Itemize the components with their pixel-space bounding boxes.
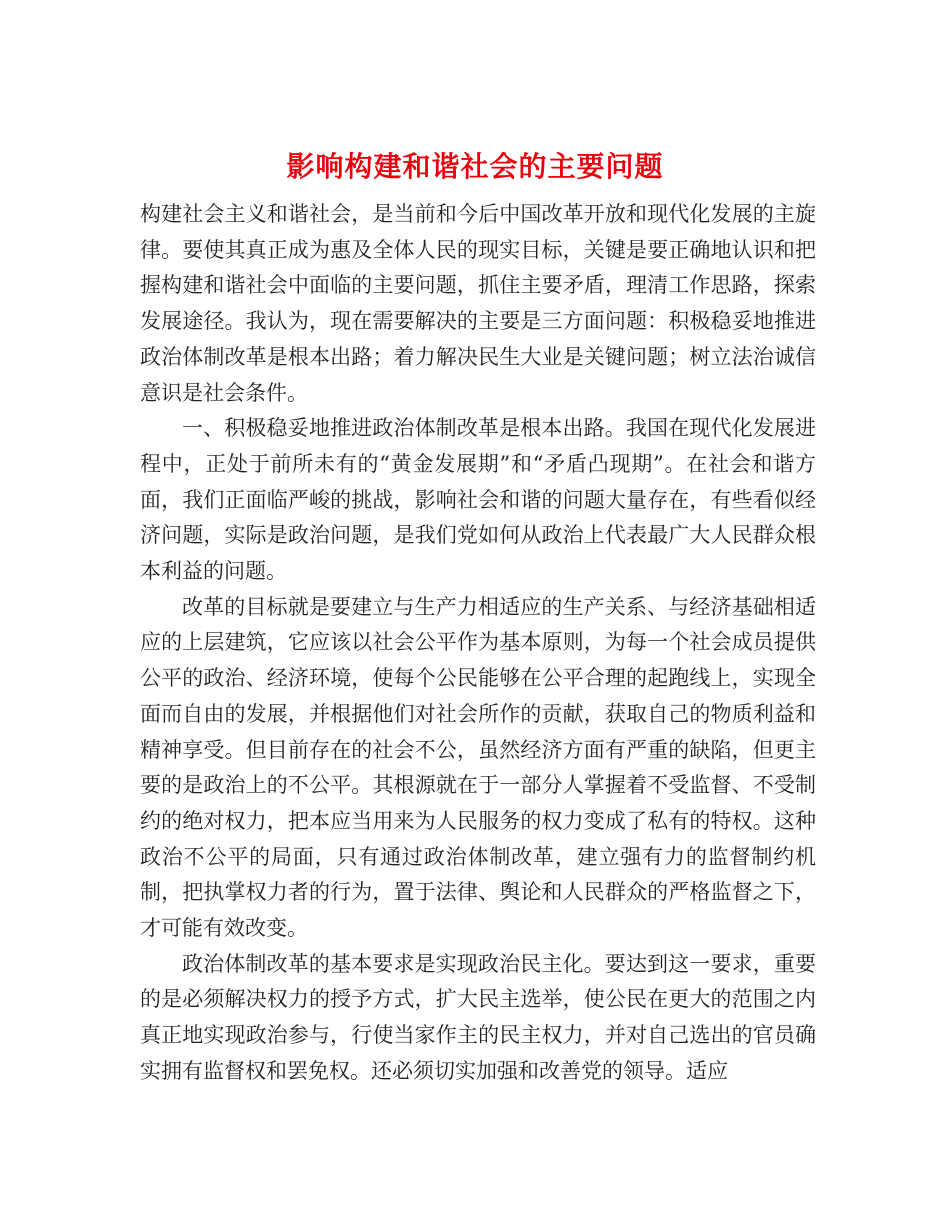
document-body <box>140 197 816 1090</box>
paragraph-section-one: 一、积极稳妥地推进政治体制改革是根本出路。我国在现代化发展进程中，正处于前所未有的“黄金发展期”和“矛盾凸现期”。在社会和谐方面，我们正面临严峻的挑战，影响社会和谐的问题大量存在，有些看似经济问题，实际是政治问题，是我们党如何从政治上代表最广大人民群众根本利益的问题。 <box>140 416 816 584</box>
paragraph-political-reform: 政治体制改革的基本要求是实现政治民主化。要达到这一要求，重要的是必须解决权力的授予方式，扩大民主选举，使公民在更大的范围之内真正地实现政治参与，行使当家作主的民主权力，并对自己选出的官员确实拥有监督权和罢免权。还必须切实加强和改善党的领导。适应 <box>140 951 816 1083</box>
paragraph-reform-goal: 改革的目标就是要建立与生产力相适应的生产关系、与经济基础相适应的上层建筑，它应该以社会公平作为基本原则，为每一个社会成员提供公平的政治、经济环境，使每个公民能够在公平合理的起跑线上，实现全面而自由的发展，并根据他们对社会所作的贡献，获取自己的物质利益和精神享受。但目前存在的社会不公，虽然经济方面有严重的缺陷，但更主要的是政治上的不公平。其根源就在于一部分人掌握着不受监督、不受制约的绝对权力，把本应当用来为人民服务的权力变成了私有的特权。这种政治不公平的局面，只有通过政治体制改革，建立强有力的监督制约机制，把执掌权力者的行为，置于法律、舆论和人民群众的严格监督之下，才可能有效改变。 <box>140 594 816 941</box>
paragraph-intro: 构建社会主义和谐社会，是当前和今后中国改革开放和现代化发展的主旋律。要使其真正成为惠及全体人民的现实目标，关键是要正确地认识和把握构建和谐社会中面临的主要问题，抓住主要矛盾，理清工作思路，探索发展途径。我认为，现在需要解决的主要是三方面问题：积极稳妥地推进政治体制改革是根本出路；着力解决民生大业是关键问题；树立法治诚信意识是社会条件。 <box>140 202 816 405</box>
document-title: 影响构建和谐社会的主要问题 <box>286 149 664 183</box>
